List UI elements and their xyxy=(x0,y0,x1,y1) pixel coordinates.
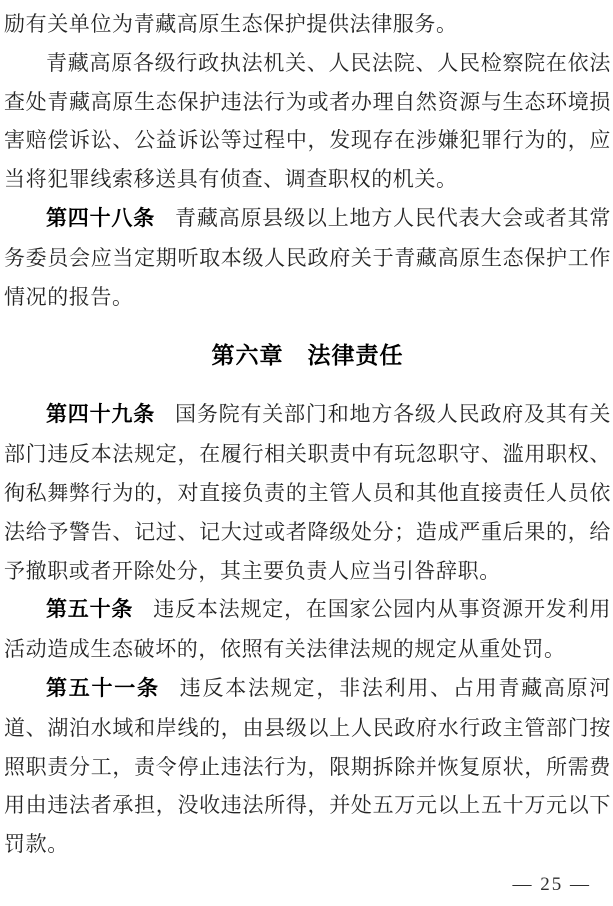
article-49 xyxy=(4,395,611,590)
article-text: 违反本法规定，非法利用、占用青藏高原河道、湖泊水域和岸线的，由县级以上人民政府水行政主管部门按照职责分工，责令停止违法行为，限期拆除并恢复原状，所需费用由违法者承担，没收违法所得，并处五万元以上五十万元以下罚款。 xyxy=(4,675,611,857)
paragraph xyxy=(4,44,611,199)
article-text: 违反本法规定，在国家公园内从事资源开发利用活动造成生态破坏的，依照有关法律法规的规定从重处罚。 xyxy=(4,597,611,662)
paragraph-text: 励有关单位为青藏高原生态保护提供法律服务。 xyxy=(4,12,458,36)
article-48 xyxy=(4,199,611,316)
article-number: 第五十一条 xyxy=(46,676,160,700)
article-number: 第四十九条 xyxy=(46,403,156,427)
article-text: 国务院有关部门和地方各级人民政府及其有关部门违反本法规定，在履行相关职责中有玩忽职守、滥用职权、徇私舞弊行为的，对直接负责的主管人员和其他直接责任人员依法给予警告、记过、记大过或者降级处分；造成严重后果的，给予撤职或者开除处分，其主要负责人应当引咎辞职。 xyxy=(4,402,612,583)
article-50 xyxy=(4,590,611,669)
article-text: 青藏高原县级以上地方人民代表大会或者其常务委员会应当定期听取本级人民政府关于青藏高原生态保护工作情况的报告。 xyxy=(4,205,612,309)
article-51 xyxy=(4,669,611,864)
document-body xyxy=(4,5,611,864)
article-number: 第四十八条 xyxy=(46,206,156,230)
chapter-heading: 第六章 法律责任 xyxy=(211,342,404,369)
article-number: 第五十条 xyxy=(46,598,134,622)
paragraph-text: 青藏高原各级行政执法机关、人民法院、人民检察院在依法查处青藏高原生态保护违法行为或者办理自然资源与生态环境损害赔偿诉讼、公益诉讼等过程中，发现存在涉嫌犯罪行为的，应当将犯罪线索移送具有侦查、调查职权的机关。 xyxy=(4,50,611,192)
page-footer xyxy=(513,872,592,898)
paragraph-continuation xyxy=(4,5,611,44)
page-number: — 25 — xyxy=(512,874,591,895)
